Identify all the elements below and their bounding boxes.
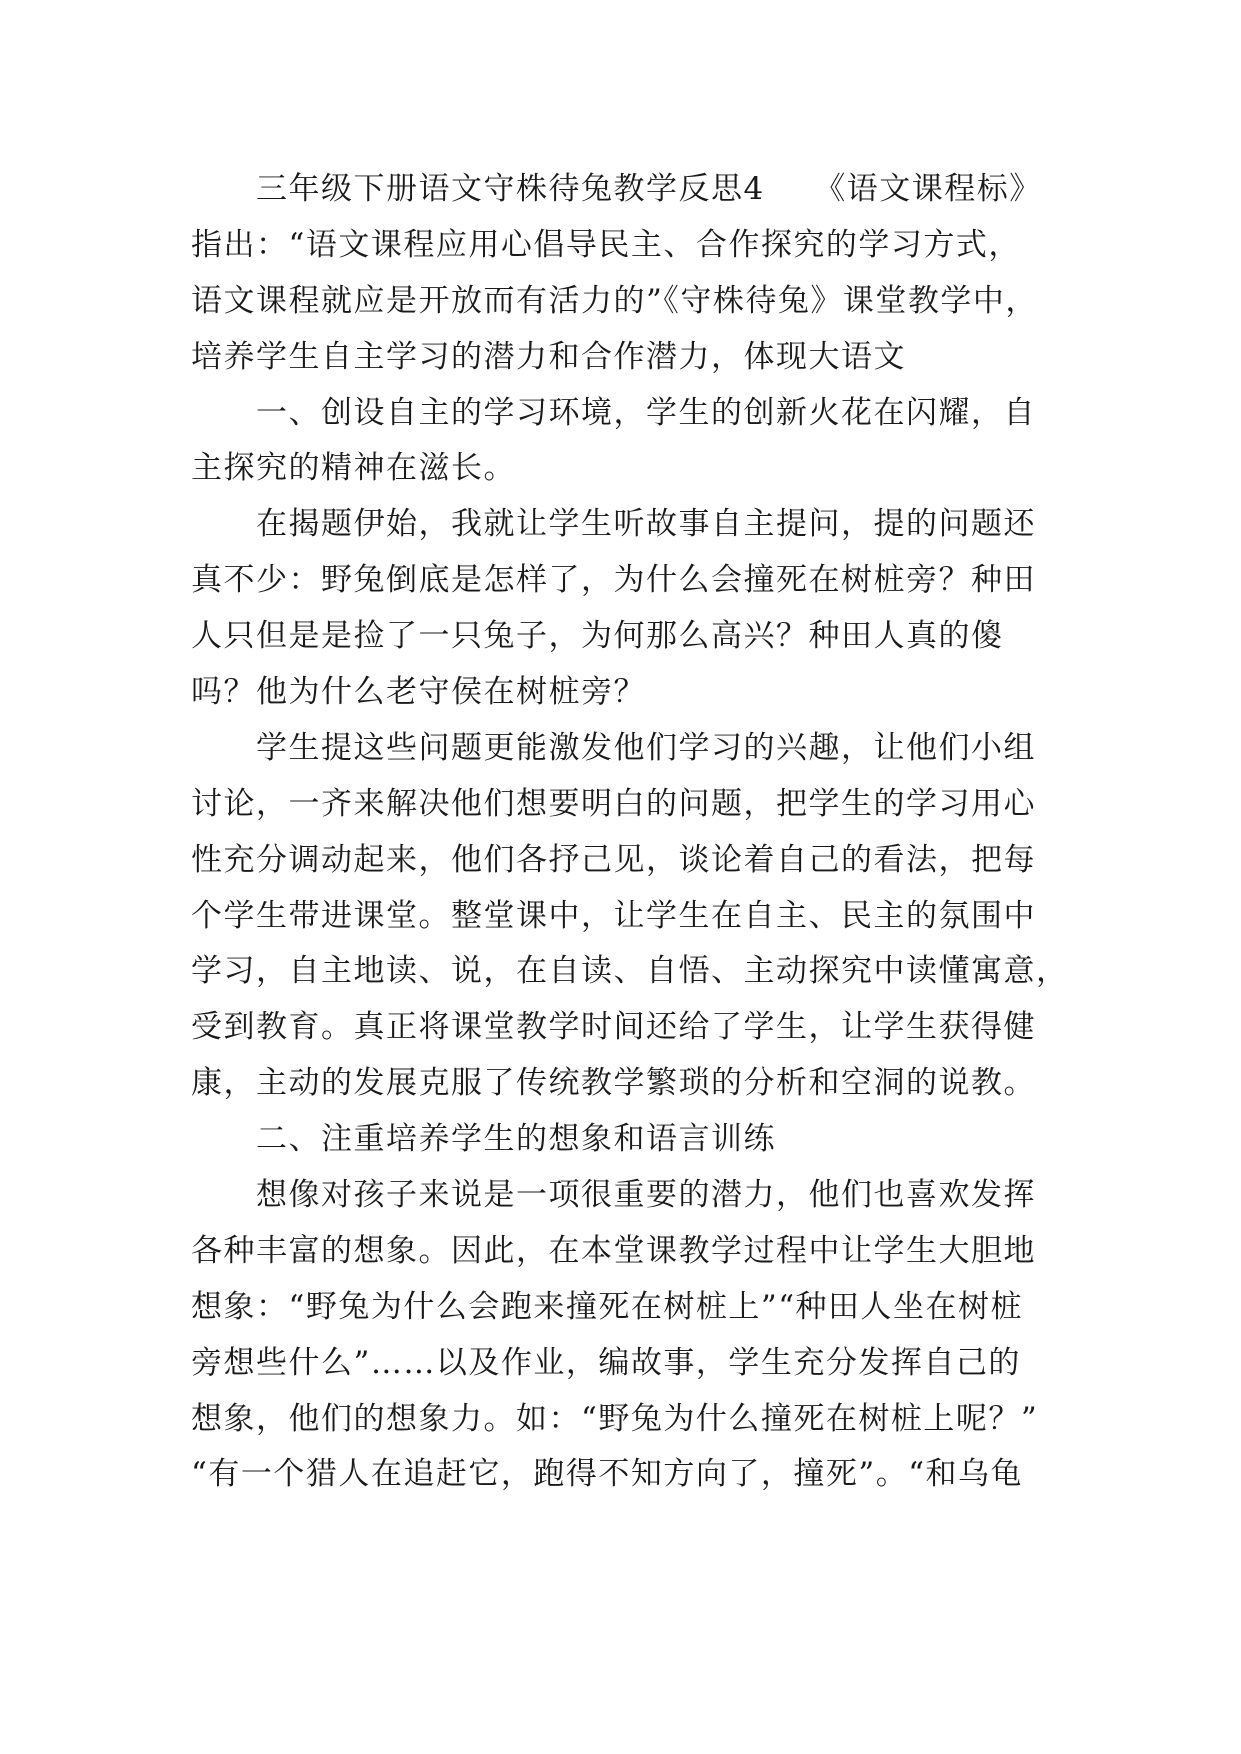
text-line: 主探究的精神在滋长。 bbox=[191, 450, 516, 487]
text-line: 性充分调动起来，他们各抒己见，谈论着自己的看法，把每 bbox=[191, 841, 1036, 878]
text-line: 真不少：野兔倒底是怎样了，为什么会撞死在树桩旁？种田 bbox=[191, 562, 1036, 599]
text-line: 学习，自主地读、说，在自读、自悟、主动探究中读懂寓意， bbox=[191, 953, 1069, 990]
document-body bbox=[191, 162, 1091, 1503]
text-line: 想象，他们的想象力。如：“野兔为什么撞死在树桩上呢？” bbox=[191, 1400, 1039, 1437]
text-line: 三年级下册语文守株待兔教学反思4 《语文课程标》 bbox=[191, 171, 1042, 207]
text-line: 个学生带进课堂。整堂课中，让学生在自主、民主的氛围中 bbox=[191, 897, 1036, 934]
text-line: 各种丰富的想象。因此，在本堂课教学过程中让学生大胆地 bbox=[191, 1232, 1036, 1269]
text-line: 学生提这些问题更能激发他们学习的兴趣，让他们小组 bbox=[191, 729, 1036, 766]
text-line: 语文课程就应是开放而有活力的”《守株待兔》课堂教学中， bbox=[191, 282, 1038, 319]
text-line: 一、创设自主的学习环境，学生的创新火花在闪耀，自 bbox=[191, 394, 1036, 431]
text-line: 培养学生自主学习的潜力和合作潜力，体现大语文 bbox=[191, 338, 906, 375]
text-line: 想象：“野兔为什么会跑来撞死在树桩上”“种田人坐在树桩 bbox=[191, 1288, 1024, 1325]
text-line: 指出：“语文课程应用心倡导民主、合作探究的学习方式， bbox=[191, 226, 1021, 263]
text-line: 旁想些什么”……以及作业，编故事，学生充分发挥自己的 bbox=[191, 1344, 1021, 1381]
text-line: 在揭题伊始，我就让学生听故事自主提问，提的问题还 bbox=[191, 506, 1036, 543]
text-line: 人只但是是捡了一只兔子，为何那么高兴？种田人真的傻 bbox=[191, 618, 1004, 655]
text-line: “有一个猎人在追赶它，跑得不知方向了，撞死”。“和乌龟 bbox=[191, 1456, 1024, 1493]
text-line: 受到教育。真正将课堂教学时间还给了学生，让学生获得健 bbox=[191, 1009, 1036, 1046]
text-line: 想像对孩子来说是一项很重要的潜力，他们也喜欢发挥 bbox=[191, 1177, 1036, 1214]
text-line: 二、注重培养学生的想象和语言训练 bbox=[191, 1121, 776, 1158]
text-line: 吗？他为什么老守侯在树桩旁？ bbox=[191, 674, 646, 711]
text-line: 康，主动的发展克服了传统教学繁琐的分析和空洞的说教。 bbox=[191, 1065, 1036, 1102]
text-line: 讨论，一齐来解决他们想要明白的问题，把学生的学习用心 bbox=[191, 785, 1036, 822]
